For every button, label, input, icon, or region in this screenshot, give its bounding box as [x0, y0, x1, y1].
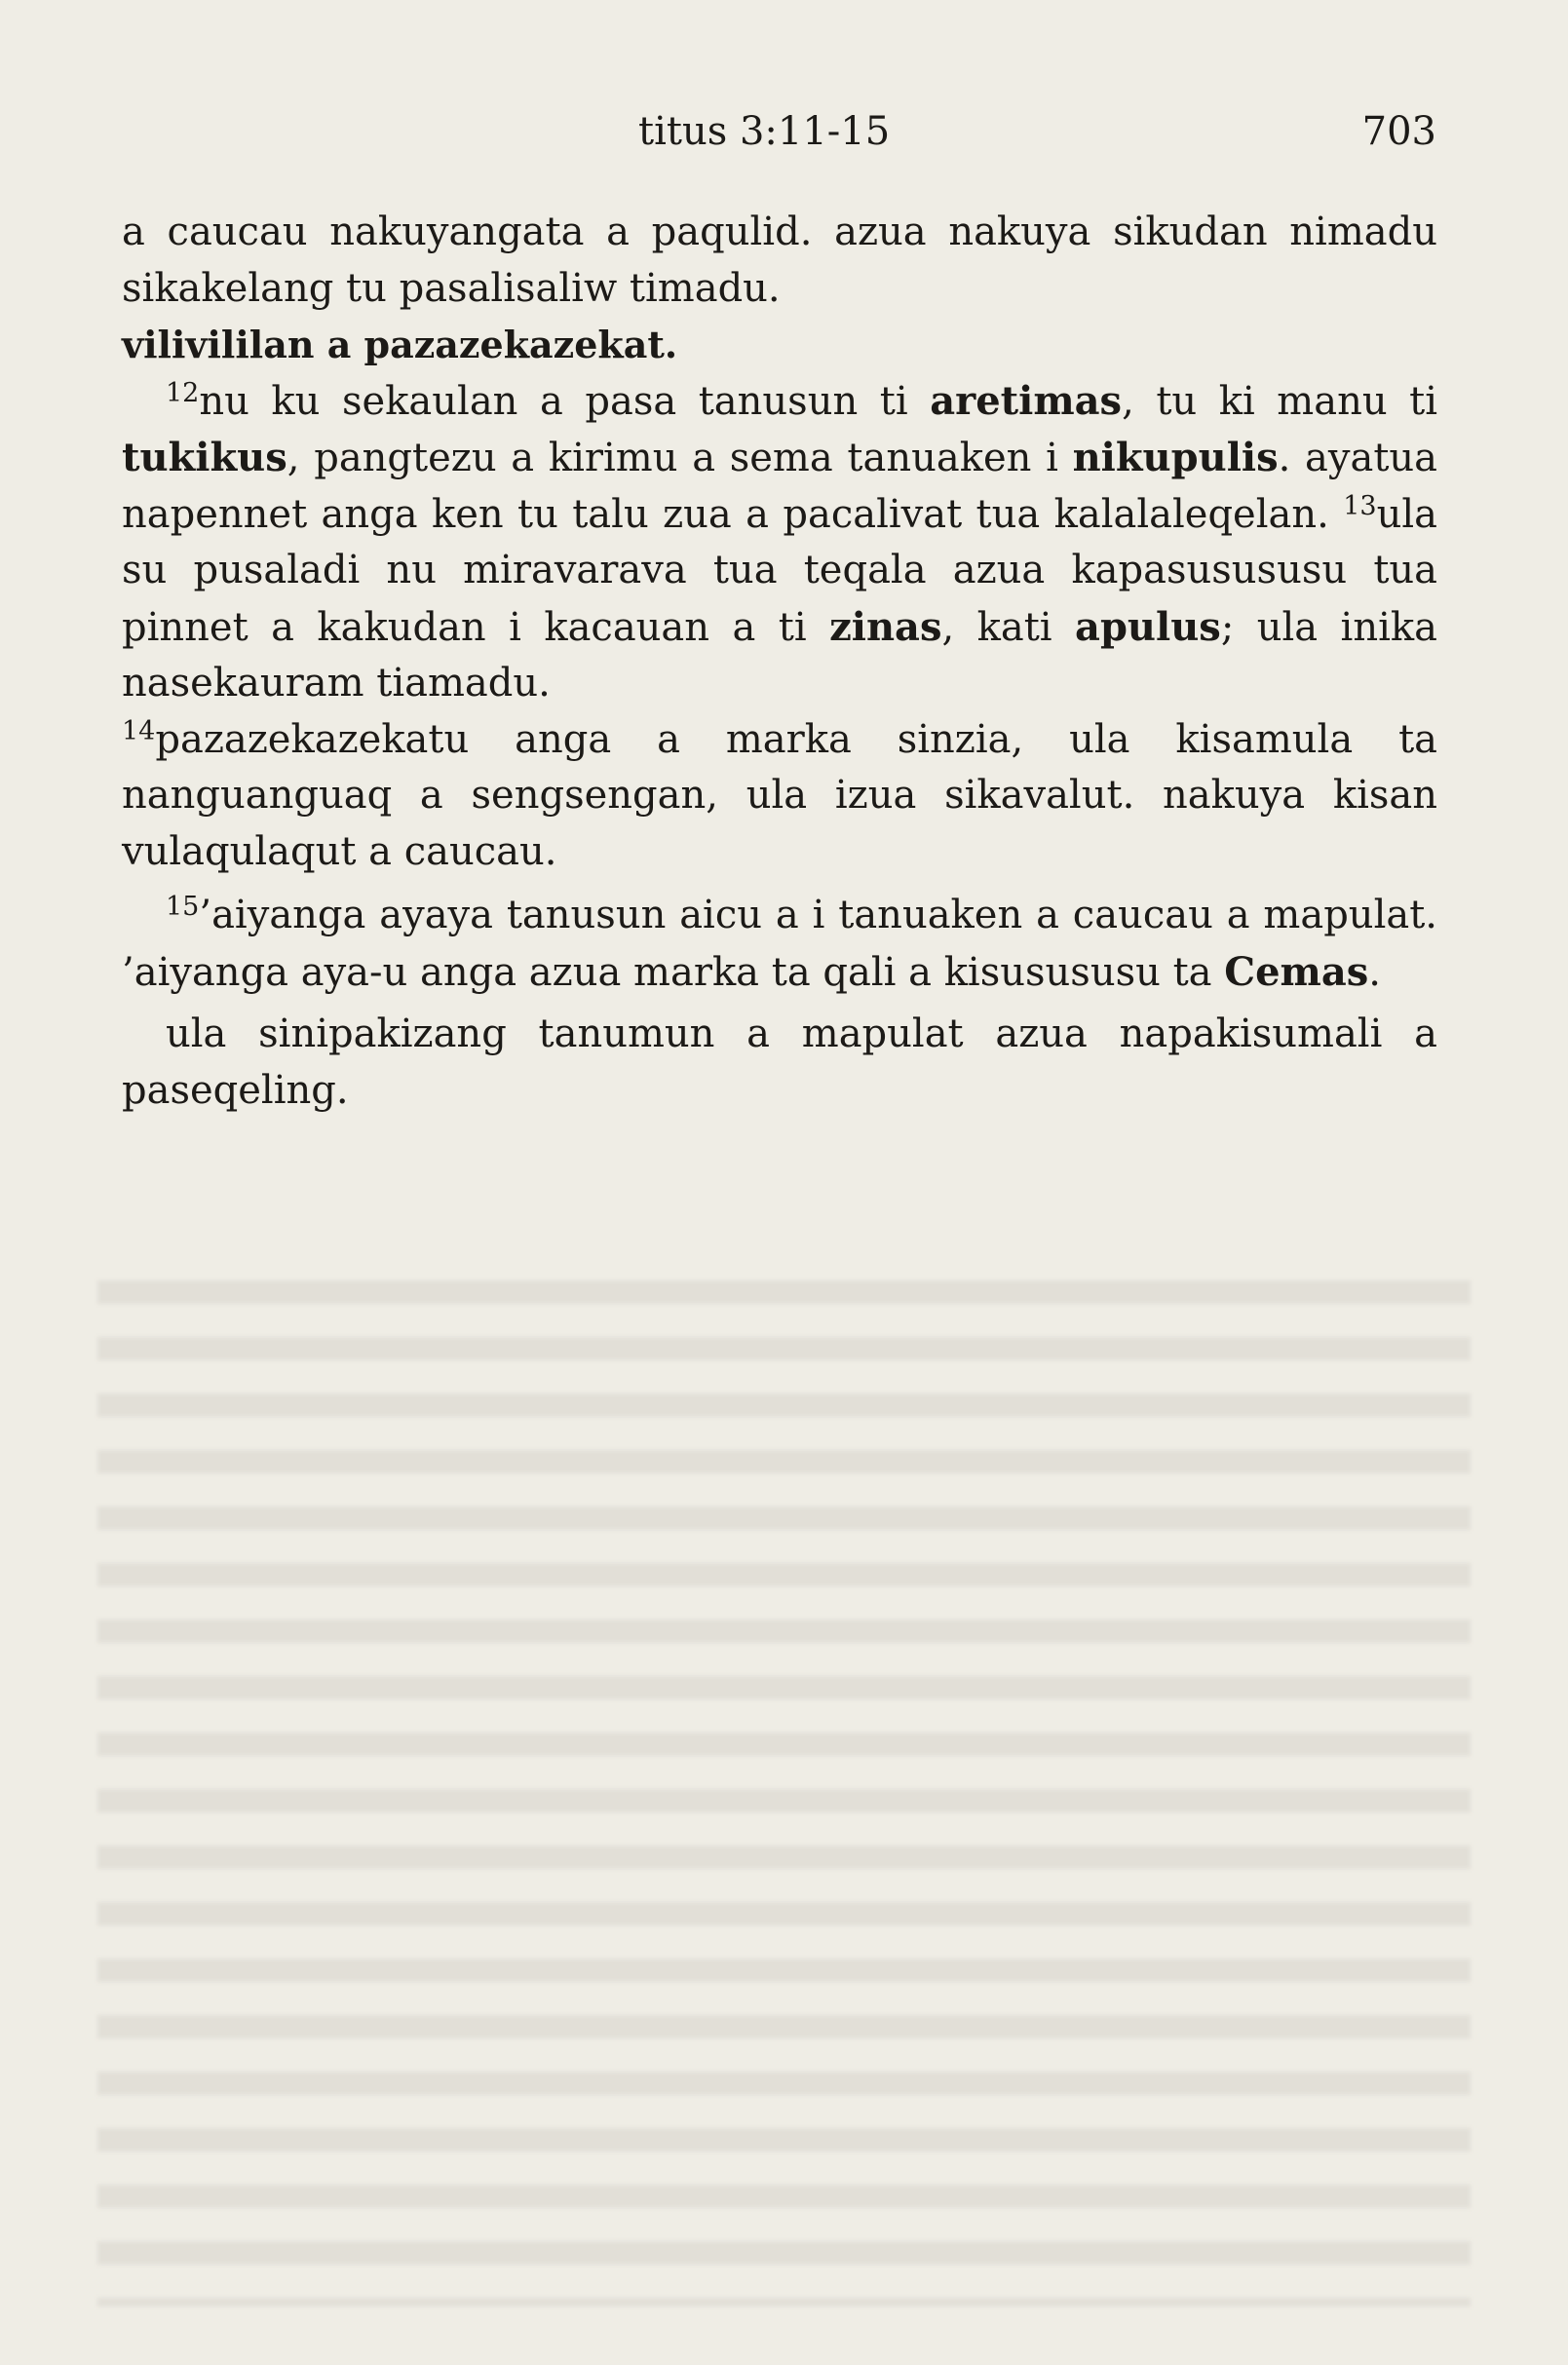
verse-number-13: 13 [1343, 490, 1377, 521]
paragraph-verse-12-13 [122, 373, 1437, 712]
page-header [122, 97, 1436, 156]
verse-12-text-d: . ayatua napennet anga ken tu talu zua a pacalivat tua kalalaleqelan. [122, 436, 1437, 537]
verse-12-text-b: , tu ki manu ti [1122, 378, 1438, 424]
name-apulus: apulus [1075, 603, 1221, 650]
paragraph-closing: ula sinipakizang tanumun a mapulat azua napakisumali a paseqeling. [122, 1011, 1437, 1113]
page-number: 703 [1361, 109, 1436, 154]
verse-13-text-c: ; ula inika nasekauram tiamadu. [122, 604, 1437, 706]
verse-number-15: 15 [166, 892, 200, 922]
name-tukikus: tukikus [122, 435, 287, 480]
name-zinas: zinas [829, 603, 942, 650]
page-body [122, 205, 1437, 1119]
verse-13-text-b: , kati [941, 604, 1076, 650]
verse-12-text-c: , pangtezu a kirimu a sema tanuaken i [287, 436, 1073, 480]
paragraph-intro: a caucau nakuyangata a paqulid. azua nakuya sikudan nimadu sikakelang tu pasalisaliw timadu. [122, 210, 1437, 311]
verse-number-12: 12 [166, 377, 200, 408]
running-head: titus 3:11-15 [638, 109, 891, 154]
name-nikupulis: nikupulis [1072, 435, 1279, 480]
paragraph-verse-14 [122, 712, 1437, 881]
paragraph-verse-15 [122, 888, 1437, 1001]
verse-13-text-a: ula su pusaladi nu miravarava tua teqala azua kapasusususu tua pinnet a kakudan i kacauan a ti [122, 491, 1437, 650]
name-aretimas: aretimas [930, 377, 1123, 424]
name-cemas: Cemas [1224, 948, 1369, 995]
verse-14-text: pazazekazekatu anga a marka sinzia, ula kisamula ta nanguanguaq a sengsengan, ula izua sikavalut. nakuya kisan vulaqulaqut a caucau. [122, 716, 1437, 874]
section-title: vilivililan a pazazekazekat. [122, 323, 678, 366]
verse-number-14: 14 [122, 715, 156, 746]
verse-15-text-a: ’aiyanga ayaya tanusun aicu a i tanuaken a caucau a mapulat. ’aiyanga aya-u anga azua marka ta qali a kisusususu ta [122, 893, 1437, 995]
verse-12-text-a: nu ku sekaulan a pasa tanusun ti [199, 378, 931, 424]
bleed-through-background [97, 1247, 1471, 2307]
verse-15-text-b: . [1368, 949, 1381, 995]
